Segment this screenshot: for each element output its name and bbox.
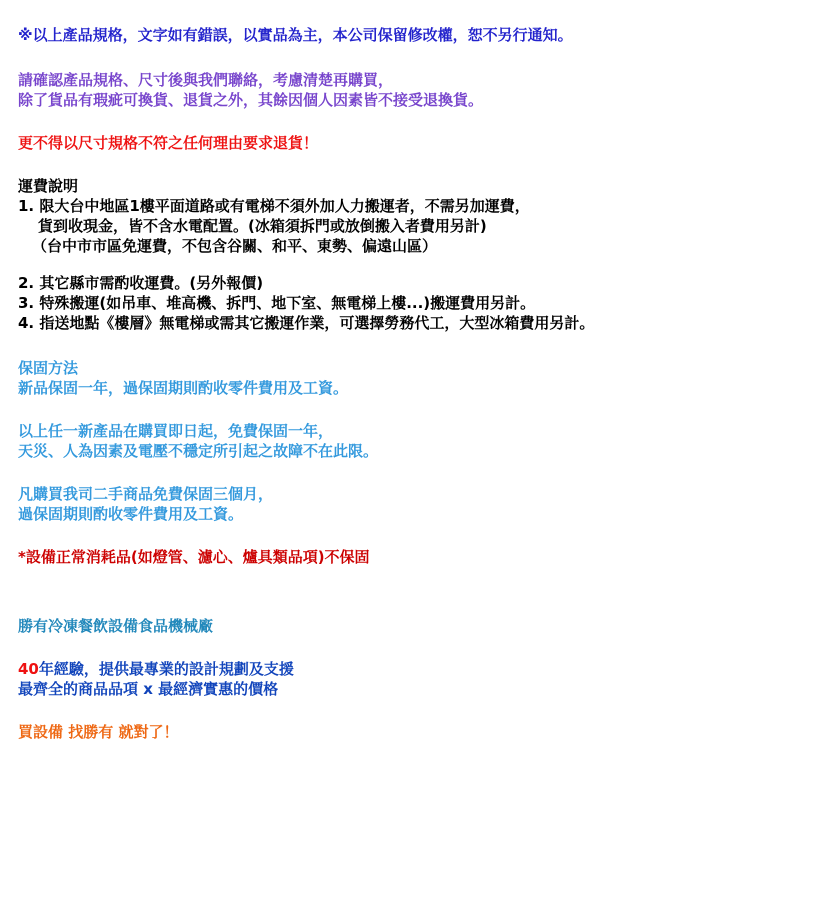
warranty-line-5: 過保固期則酌收零件費用及工資。 (18, 505, 244, 523)
confirm-line-1: 請確認產品規格、尺寸後與我們聯絡，考慮清楚再購買， (18, 71, 394, 89)
confirm-block (18, 73, 824, 108)
warranty-block (18, 361, 824, 396)
experience-line (18, 662, 824, 677)
variety-line: 最齊全的商品品項 x 最經濟實惠的價格 (18, 680, 279, 698)
company-block (18, 619, 824, 634)
notice-line: ※以上產品規格，文字如有錯誤，以實品為主，本公司保留修改權，恕不另行通知。 (18, 26, 573, 44)
shipping-heading: 運費說明 (18, 177, 79, 195)
refuse-return-block (18, 136, 824, 151)
consumable-line: *設備正常消耗品(如燈管、濾心、爐具類品項)不保固 (18, 548, 370, 566)
shipping-item-1-line-2: 貨到收現金，皆不含水電配置。(冰箱須拆門或放倒搬入者費用另計) (38, 217, 487, 235)
experience-years: 40 (18, 660, 39, 678)
shipping-item-2: 2. 其它縣市需酌收運費。(另外報價) (18, 274, 264, 292)
warranty-line-2: 以上任一新產品在購買即日起，免費保固一年， (18, 422, 334, 440)
warranty-block-2 (18, 424, 824, 459)
warranty-block-3 (18, 487, 824, 522)
consumable-block (18, 550, 824, 565)
company-name: 勝有冷凍餐飲設備食品機械廠 (18, 617, 214, 635)
shipping-item-1-line-1: 1. 限大台中地區1樓平面道路或有電梯不須外加人力搬運者，不需另加運費， (18, 197, 530, 215)
shipping-item-3: 3. 特殊搬運(如吊車、堆高機、拆門、地下室、無電梯上樓...)搬運費用另計。 (18, 294, 536, 312)
experience-text: 年經驗，提供最專業的設計規劃及支援 (38, 660, 294, 678)
refuse-return-line: 更不得以尺寸規格不符之任何理由要求退貨！ (18, 134, 319, 152)
shipping-block (18, 179, 824, 254)
notice-block (18, 28, 824, 43)
shipping-item-4: 4. 指送地點《樓層》無電梯或需其它搬運作業，可選擇勞務代工，大型冰箱費用另計。 (18, 314, 595, 332)
shipping-block-2 (18, 276, 824, 331)
warranty-line-4: 凡購買我司二手商品免費保固三個月， (18, 485, 274, 503)
confirm-line-2: 除了貨品有瑕疵可換貨、退貨之外，其餘因個人因素皆不接受退換貨。 (18, 91, 484, 109)
shipping-item-1-line-3: （台中市市區免運費，不包含谷關、和平、東勢、偏遠山區） (32, 237, 438, 255)
slogan-line: 買設備 找勝有 就對了！ (18, 723, 179, 741)
experience-block (18, 662, 824, 697)
product-terms-page (0, 28, 824, 920)
warranty-line-1: 新品保固一年，過保固期則酌收零件費用及工資。 (18, 379, 349, 397)
warranty-line-3: 天災、人為因素及電壓不穩定所引起之故障不在此限。 (18, 442, 379, 460)
warranty-heading: 保固方法 (18, 359, 79, 377)
slogan-block (18, 725, 824, 740)
